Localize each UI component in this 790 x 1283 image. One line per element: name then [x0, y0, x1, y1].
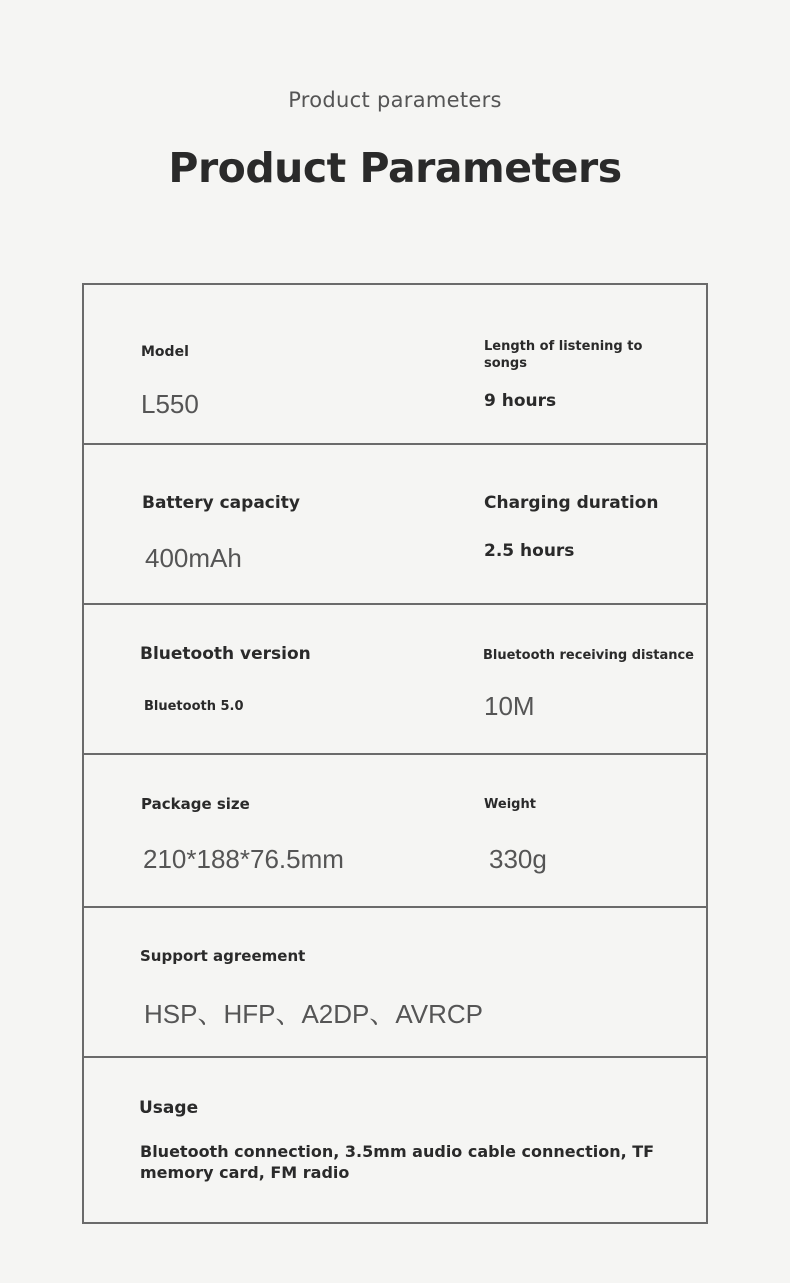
table-row [84, 908, 706, 1058]
package-value: 210*188*76.5mm [143, 844, 344, 874]
bt-version-label: Bluetooth version [140, 644, 311, 664]
battery-value: 400mAh [145, 543, 242, 573]
listening-value: 9 hours [484, 391, 557, 411]
model-label: Model [141, 344, 189, 360]
model-value: L550 [141, 389, 199, 419]
package-label: Package size [141, 795, 250, 813]
table-row [84, 1058, 706, 1222]
usage-label: Usage [139, 1098, 199, 1118]
page-subtitle: Product parameters [288, 88, 502, 112]
parameters-table [82, 283, 708, 1224]
listening-label: Length of listening to songs [484, 339, 643, 371]
weight-value: 330g [489, 844, 547, 874]
battery-label: Battery capacity [142, 493, 300, 513]
protocol-label: Support agreement [140, 947, 306, 965]
bt-distance-label: Bluetooth receiving distance [483, 648, 694, 663]
charging-value: 2.5 hours [484, 541, 575, 561]
weight-label: Weight [484, 797, 536, 812]
bt-distance-value: 10M [484, 691, 535, 721]
table-row [84, 445, 706, 605]
protocol-value: HSP、HFP、A2DP、AVRCP [144, 999, 484, 1029]
table-row [84, 285, 706, 445]
usage-value: Bluetooth connection, 3.5mm audio cable connection, TF memory card, FM radio [140, 1142, 655, 1182]
charging-label: Charging duration [484, 493, 659, 513]
page-title: Product Parameters [168, 144, 622, 192]
bt-version-value: Bluetooth 5.0 [144, 699, 244, 714]
table-row [84, 755, 706, 908]
table-row [84, 605, 706, 755]
